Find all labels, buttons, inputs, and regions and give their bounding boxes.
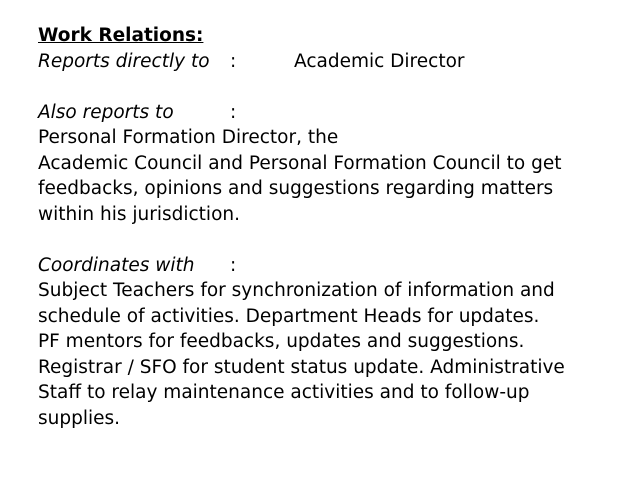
coordinates-colon: : <box>230 254 237 276</box>
spacer <box>38 227 608 253</box>
coordinates-line: schedule of activities. Department Heads for updates. <box>38 305 540 327</box>
reports-directly-row <box>38 49 608 75</box>
also-reports-line: Personal Formation Director, the <box>38 127 339 148</box>
coordinates-row <box>38 253 608 279</box>
also-reports-label: Also reports to <box>38 101 174 123</box>
reports-directly-colon: : <box>230 50 237 72</box>
coordinates-line: Subject Teachers for synchronization of information and <box>38 280 555 301</box>
also-reports-row <box>38 100 608 126</box>
coordinates-line: supplies. <box>38 407 121 429</box>
coordinates-line: PF mentors for feedbacks, updates and suggestions. <box>38 331 525 352</box>
also-reports-line: feedbacks, opinions and suggestions regarding matters <box>38 178 554 199</box>
coordinates-label: Coordinates with <box>38 254 195 276</box>
reports-directly-value: Academic Director <box>294 50 465 72</box>
reports-directly-label: Reports directly to <box>38 50 210 72</box>
section-heading: Work Relations: <box>38 25 204 46</box>
slide-content <box>38 23 608 431</box>
also-reports-line: within his jurisdiction. <box>38 203 241 225</box>
coordinates-line: Staff to relay maintenance activities and to follow-up <box>38 382 530 403</box>
coordinates-line: Registrar / SFO for student status update. Administrative <box>38 356 565 378</box>
also-reports-line: Academic Council and Personal Formation Council to get <box>38 152 562 174</box>
also-reports-colon: : <box>230 101 237 123</box>
spacer <box>38 74 608 100</box>
